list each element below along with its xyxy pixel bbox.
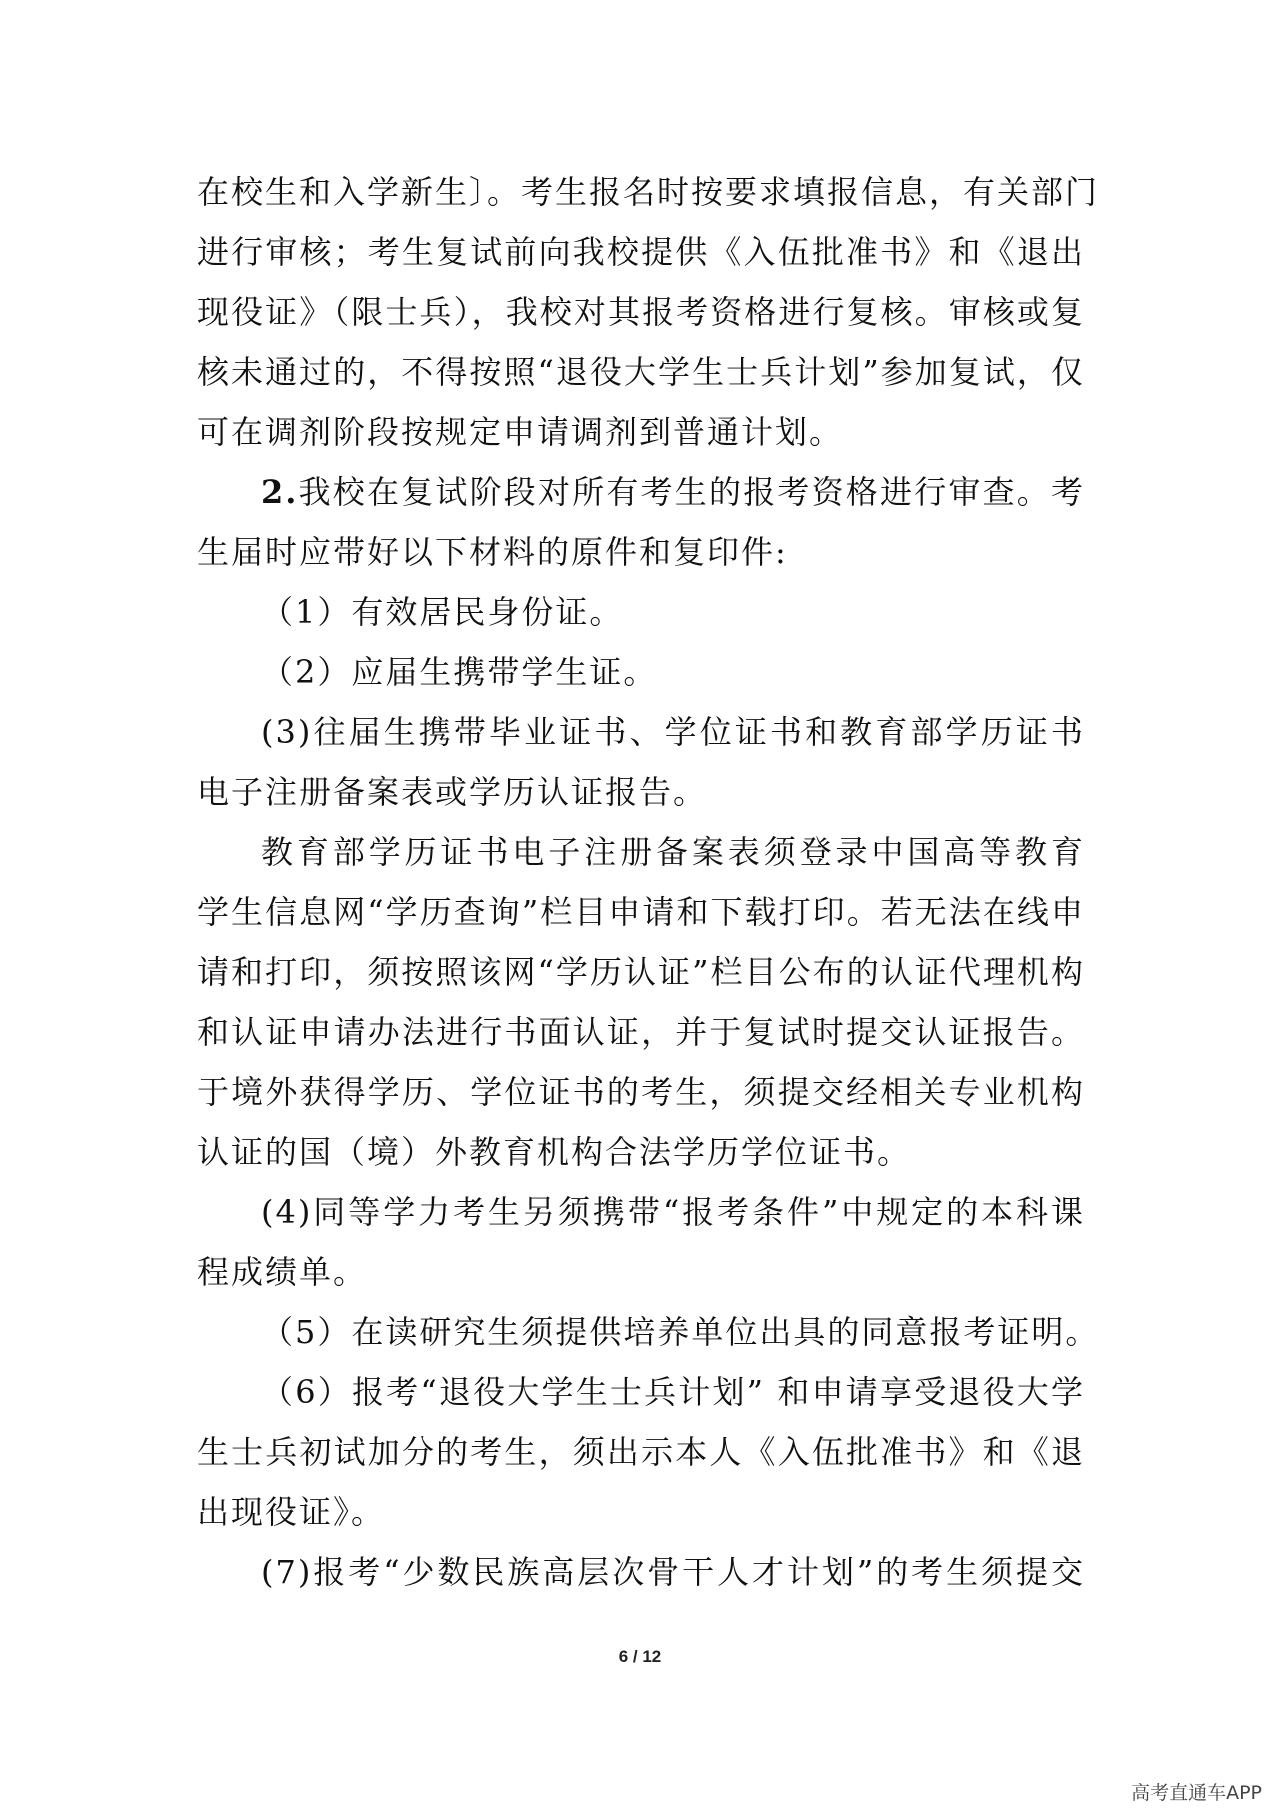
text-line: (7)报考“少数民族高层次骨干人才计划”的考生须提交: [261, 1553, 1085, 1591]
text-line: 认证的国（境）外教育机构合法学历学位证书。: [197, 1133, 912, 1171]
document-body: [197, 162, 1100, 1602]
page-number: 6 / 12: [618, 1647, 662, 1666]
text-line: （2）应届生携带学生证。: [261, 653, 658, 691]
text-line: 出现役证》。: [197, 1493, 386, 1531]
text-line: (3)往届生携带毕业证书、学位证书和教育部学历证书: [261, 713, 1085, 751]
text-line: (4)同等学力考生另须携带“报考条件”中规定的本科课: [261, 1193, 1085, 1231]
text-line: 电子注册备案表或学历认证报告。: [197, 773, 708, 811]
text-line: 核未通过的，不得按照“退役大学生士兵计划”参加复试，仅: [197, 353, 1085, 391]
text-line: 生届时应带好以下材料的原件和复印件:: [197, 533, 788, 571]
text-line: 学生信息网“学历查询”栏目申请和下载打印。若无法在线申: [197, 893, 1085, 931]
text-line: （1）有效居民身份证。: [261, 593, 624, 631]
text-line: （5）在读研究生须提供培养单位出具的同意报考证明。: [261, 1313, 1100, 1351]
watermark-text: 高考直通车APP: [1131, 1782, 1262, 1804]
text-line: 于境外获得学历、学位证书的考生，须提交经相关专业机构: [197, 1073, 1085, 1111]
text-line: 进行审核；考生复试前向我校提供《入伍批准书》和《退出: [197, 233, 1085, 271]
text-line: 教育部学历证书电子注册备案表须登录中国高等教育: [261, 833, 1085, 871]
text-line: 和认证申请办法进行书面认证，并于复试时提交认证报告。: [197, 1013, 1085, 1051]
text-line: 在校生和入学新生〕。考生报名时按要求填报信息，有关部门: [197, 173, 1100, 211]
text-line: （6）报考“退役大学生士兵计划” 和申请享受退役大学: [261, 1373, 1085, 1411]
item-number: 2.: [261, 473, 299, 511]
text-line: 现役证》（限士兵），我校对其报考资格进行复核。审核或复: [197, 293, 1085, 331]
text-line: 请和打印，须按照该网“学历认证”栏目公布的认证代理机构: [197, 953, 1085, 991]
text-line: 生士兵初试加分的考生，须出示本人《入伍批准书》和《退: [197, 1433, 1085, 1471]
item-text: 我校在复试阶段对所有考生的报考资格进行审查。考: [298, 473, 1085, 511]
text-line: 可在调剂阶段按规定申请调剂到普通计划。: [197, 413, 844, 451]
text-line: 程成绩单。: [197, 1253, 368, 1291]
text-line-item-2: [197, 462, 1085, 522]
